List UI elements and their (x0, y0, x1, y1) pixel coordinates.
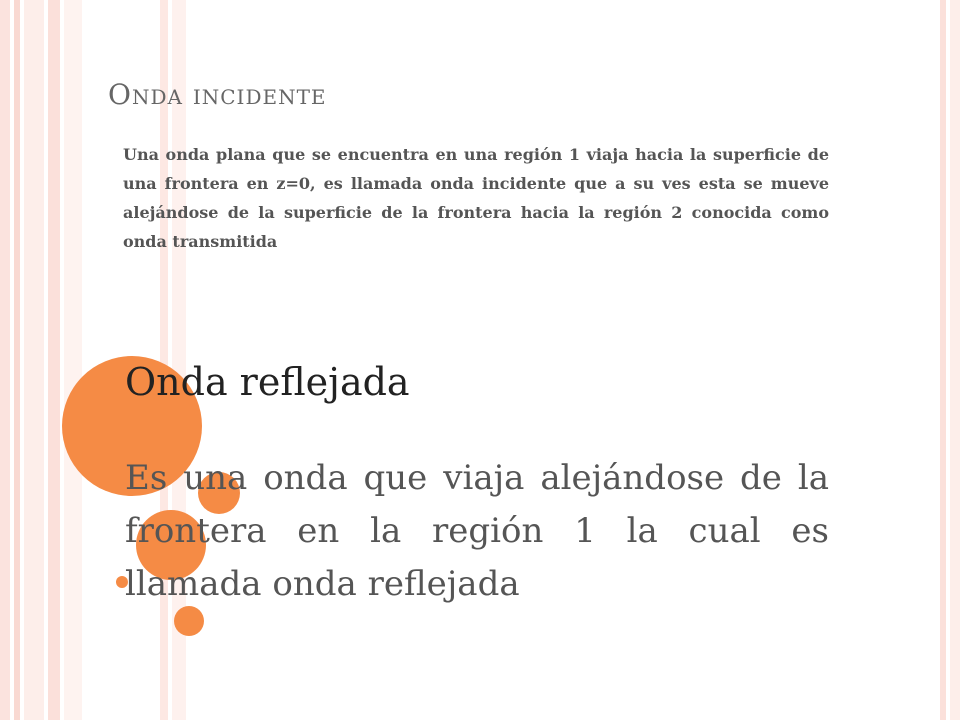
decorative-stripe (14, 0, 20, 720)
slide-title: Onda incidente (108, 78, 327, 111)
section-subtitle: Onda reflejada (125, 360, 410, 404)
decorative-stripe (64, 0, 82, 720)
decorative-stripe (0, 0, 10, 720)
intro-paragraph: Una onda plana que se encuentra en una región 1 viaja hacia la superficie de una frontera en z=0, es llamada onda incidente que a su ves esta se mueve alejándose de la superficie de la frontera hacia la región 2 conocida como onda transmitida (123, 145, 829, 251)
body-paragraph: Es una onda que viaja alejándose de la frontera en la región 1 la cual es llamada onda reflejada (125, 458, 829, 604)
decorative-stripe (48, 0, 60, 720)
decorative-stripe (950, 0, 960, 720)
decorative-stripe (24, 0, 44, 720)
decorative-stripe (940, 0, 946, 720)
